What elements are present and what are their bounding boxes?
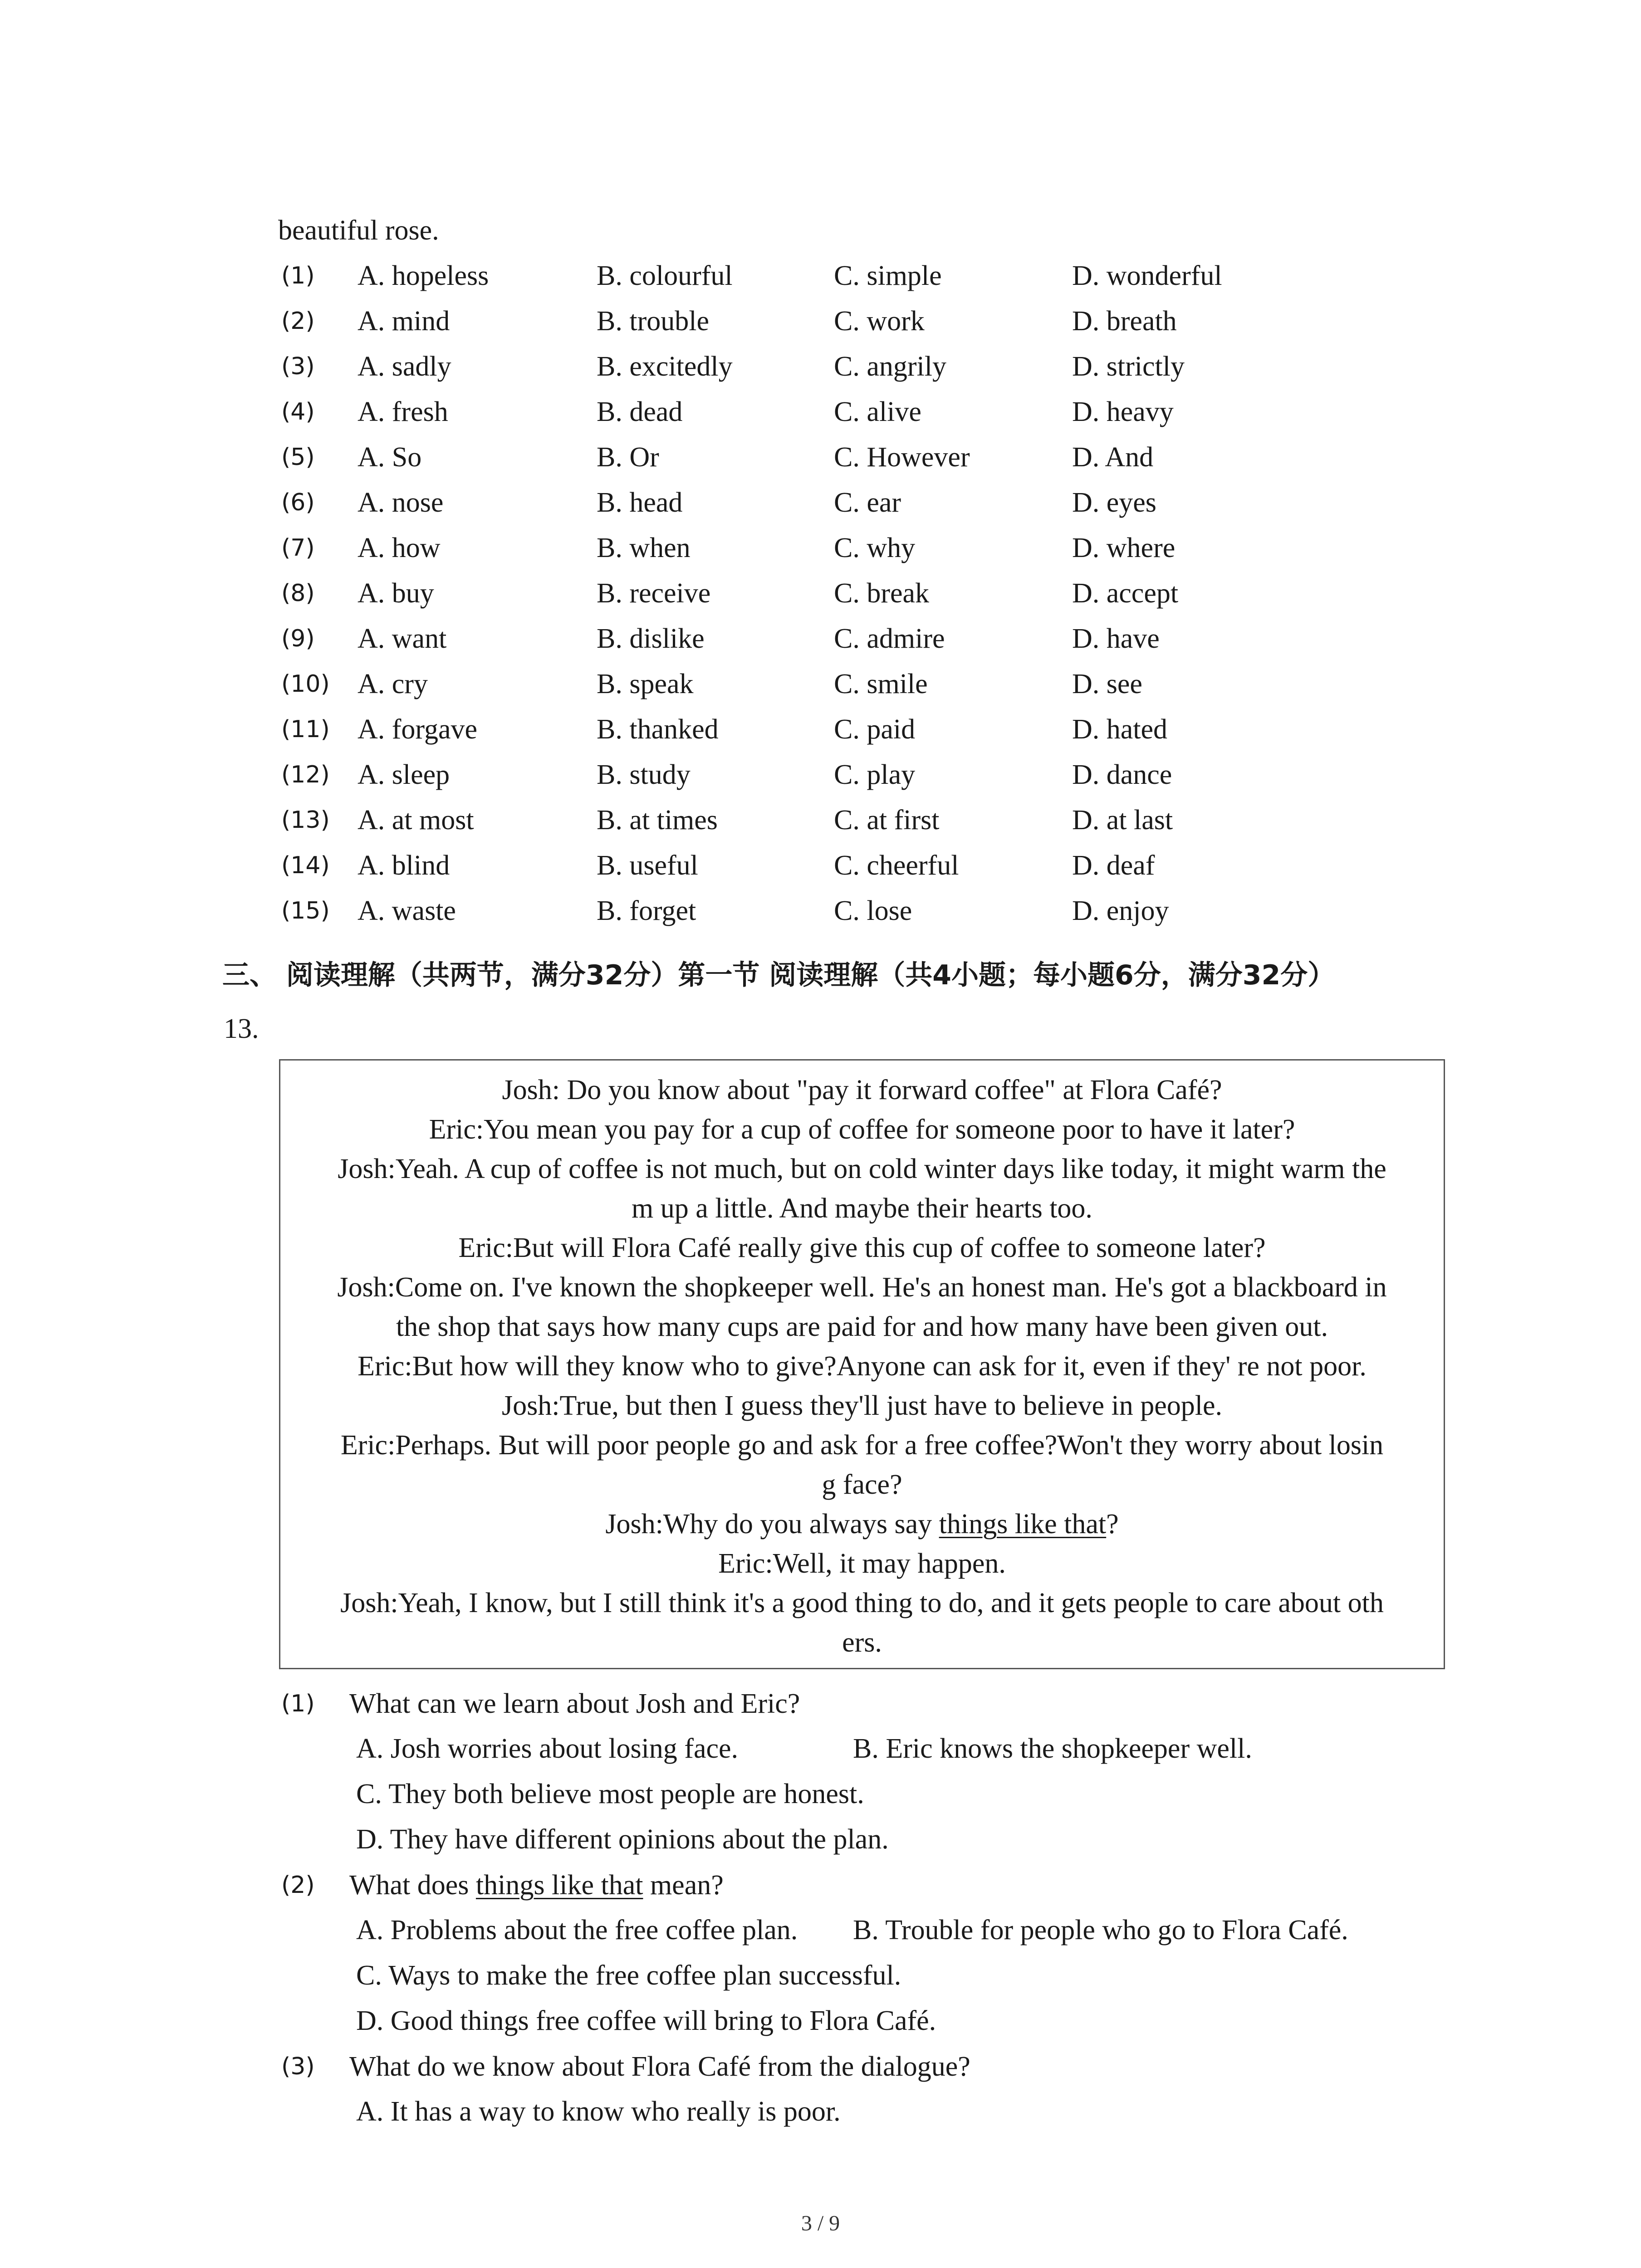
dialogue-line: ers. (842, 1627, 882, 1658)
dialogue-line: Josh:Yeah. A cup of coffee is not much, but on cold winter days like today, it might warm the (338, 1154, 1386, 1184)
option-choice-a[interactable]: A. buy (358, 578, 434, 609)
option-choice-a[interactable]: A. cry (358, 669, 428, 699)
dialogue-line: Eric:Well, it may happen. (718, 1548, 1006, 1579)
option-row (281, 618, 1370, 663)
option-number: (8) (281, 580, 315, 607)
question-text: What do we know about Flora Café from the dialogue? (349, 2051, 970, 2082)
option-choice-a[interactable]: A. nose (358, 487, 444, 518)
question-number-label: (3) (281, 2053, 315, 2080)
dialogue-line: Eric:Perhaps. But will poor people go and ask for a free coffee?Won't they worry about losin (340, 1430, 1384, 1461)
option-choice-b[interactable]: B. forget (597, 895, 696, 926)
answer-option[interactable]: A. Problems about the free coffee plan. (356, 1915, 798, 1945)
question-text: What can we learn about Josh and Eric? (349, 1688, 800, 1719)
answer-option[interactable]: C. Ways to make the free coffee plan successful. (356, 1960, 901, 1991)
option-choice-a[interactable]: A. waste (358, 895, 456, 926)
section-title: 三、 阅读理解（共两节，满分32分）第一节 阅读理解（共4小题；每小题6分，满分32分） (222, 959, 1335, 991)
option-choice-c[interactable]: C. play (834, 759, 916, 790)
dialogue-line: Eric:You mean you pay for a cup of coffee for someone poor to have it later? (429, 1114, 1295, 1145)
option-number: (10) (281, 670, 330, 698)
option-choice-a[interactable]: A. forgave (358, 714, 477, 745)
answer-option[interactable]: A. Josh worries about losing face. (356, 1733, 738, 1764)
option-number: (13) (281, 807, 330, 834)
option-choice-c[interactable]: C. angrily (834, 351, 946, 382)
option-choice-d[interactable]: D. where (1072, 533, 1176, 563)
option-choice-c[interactable]: C. why (834, 533, 916, 563)
option-choice-d[interactable]: D. strictly (1072, 351, 1185, 382)
option-choice-b[interactable]: B. when (597, 533, 691, 563)
option-choice-c[interactable]: C. simple (834, 260, 942, 291)
option-number: (4) (281, 398, 315, 425)
question-3 (281, 2046, 1416, 2091)
option-choice-a[interactable]: A. blind (358, 850, 450, 881)
option-row (281, 754, 1370, 799)
option-choice-c[interactable]: C. ear (834, 487, 901, 518)
option-choice-b[interactable]: B. dislike (597, 623, 705, 654)
dialogue-line: the shop that says how many cups are paid for and how many have been given out. (396, 1311, 1328, 1342)
option-choice-b[interactable]: B. receive (597, 578, 711, 609)
option-choice-b[interactable]: B. study (597, 759, 691, 790)
dialogue-line (289, 1505, 1435, 1544)
answer-option[interactable]: C. They both believe most people are honest. (356, 1779, 864, 1809)
option-choice-b[interactable]: B. at times (597, 805, 718, 836)
option-choice-b[interactable]: B. Or (597, 442, 659, 473)
dialogue-line: Josh:True, but then I guess they'll just have to believe in people. (502, 1390, 1222, 1421)
option-row (281, 300, 1370, 346)
option-choice-a[interactable]: A. mind (358, 306, 450, 337)
answer-option[interactable]: D. They have different opinions about the plan. (356, 1824, 889, 1855)
option-choice-d[interactable]: D. deaf (1072, 850, 1155, 881)
option-row (281, 845, 1370, 890)
option-choice-d[interactable]: D. heavy (1072, 396, 1174, 427)
underlined-phrase: things like that (939, 1509, 1107, 1540)
option-choice-a[interactable]: A. at most (358, 805, 474, 836)
option-choice-c[interactable]: C. alive (834, 396, 921, 427)
dialogue-line: Josh: Do you know about "pay it forward coffee" at Flora Café? (502, 1075, 1222, 1105)
answer-option[interactable]: A. It has a way to know who really is poor. (356, 2096, 841, 2127)
option-choice-d[interactable]: D. enjoy (1072, 895, 1169, 926)
question-number: 13. (224, 1013, 259, 1044)
option-row (281, 346, 1370, 391)
dialogue-line: Eric:But will Flora Café really give this cup of coffee to someone later? (458, 1232, 1266, 1263)
dialogue-line: m up a little. And maybe their hearts too. (632, 1193, 1092, 1224)
answer-option[interactable]: B. Trouble for people who go to Flora Café. (853, 1915, 1348, 1945)
option-choice-a[interactable]: A. fresh (358, 396, 448, 427)
option-choice-d[interactable]: D. And (1072, 442, 1154, 473)
option-choice-a[interactable]: A. sleep (358, 759, 450, 790)
option-choice-d[interactable]: D. have (1072, 623, 1160, 654)
option-choice-b[interactable]: B. colourful (597, 260, 733, 291)
option-choice-c[interactable]: C. break (834, 578, 930, 609)
option-choice-d[interactable]: D. eyes (1072, 487, 1156, 518)
option-choice-a[interactable]: A. want (358, 623, 447, 654)
option-row (281, 890, 1370, 935)
option-number: (11) (281, 716, 330, 743)
dialogue-line: Josh:Come on. I've known the shopkeeper well. He's an honest man. He's got a blackboard in (337, 1272, 1387, 1303)
option-row (281, 436, 1370, 482)
option-choice-b[interactable]: B. head (597, 487, 683, 518)
option-number: (14) (281, 852, 330, 879)
option-row (281, 663, 1370, 709)
option-choice-c[interactable]: C. at first (834, 805, 940, 836)
option-choice-b[interactable]: B. trouble (597, 306, 709, 337)
option-choice-c[interactable]: C. admire (834, 623, 945, 654)
option-row (281, 255, 1370, 300)
option-choice-b[interactable]: B. useful (597, 850, 698, 881)
option-number: (12) (281, 761, 330, 788)
answer-option[interactable]: D. Good things free coffee will bring to Flora Café. (356, 2005, 936, 2036)
option-number: (2) (281, 308, 315, 335)
option-row (281, 391, 1370, 436)
option-number: (3) (281, 353, 315, 380)
option-choice-d[interactable]: D. wonderful (1072, 260, 1222, 291)
option-number: (15) (281, 897, 330, 924)
dialogue-text: Josh:Why do you always say (605, 1509, 939, 1540)
option-choice-c[interactable]: C. work (834, 306, 925, 337)
answer-option[interactable]: B. Eric knows the shopkeeper well. (853, 1733, 1252, 1764)
option-row (281, 527, 1370, 572)
question-number-label: (2) (281, 1872, 315, 1899)
continuation-text: beautiful rose. (278, 215, 439, 246)
option-choice-c[interactable]: C. However (834, 442, 970, 473)
dialogue-box (279, 1059, 1445, 1669)
option-choice-a[interactable]: A. how (358, 533, 441, 563)
dialogue-line: g face? (822, 1469, 902, 1500)
option-choice-d[interactable]: D. hated (1072, 714, 1168, 745)
option-choice-c[interactable]: C. lose (834, 895, 912, 926)
option-choice-c[interactable]: C. cheerful (834, 850, 959, 881)
option-choice-a[interactable]: A. hopeless (358, 260, 489, 291)
option-choice-b[interactable]: B. excitedly (597, 351, 733, 382)
option-choice-c[interactable]: C. paid (834, 714, 916, 745)
option-choice-d[interactable]: D. accept (1072, 578, 1179, 609)
option-choice-c[interactable]: C. smile (834, 669, 928, 699)
option-choice-d[interactable]: D. breath (1072, 306, 1177, 337)
option-number: (6) (281, 489, 315, 516)
option-choice-a[interactable]: A. So (358, 442, 422, 473)
option-choice-b[interactable]: B. speak (597, 669, 694, 699)
option-row (281, 482, 1370, 527)
option-number: (5) (281, 444, 315, 471)
question-2 (281, 1864, 1416, 1910)
option-choice-d[interactable]: D. dance (1072, 759, 1172, 790)
question-text (349, 1867, 724, 1903)
question-text-part: mean? (643, 1870, 724, 1901)
option-row (281, 572, 1370, 618)
question-number-label: (1) (281, 1690, 315, 1717)
option-choice-d[interactable]: D. see (1072, 669, 1142, 699)
option-number: (7) (281, 534, 315, 562)
dialogue-text: ? (1106, 1509, 1119, 1540)
option-choice-d[interactable]: D. at last (1072, 805, 1173, 836)
option-choice-a[interactable]: A. sadly (358, 351, 451, 382)
underlined-phrase: things like that (475, 1870, 643, 1901)
option-number: (1) (281, 262, 315, 289)
option-row (281, 799, 1370, 845)
question-text-part: What does (349, 1870, 476, 1901)
option-number: (9) (281, 625, 315, 652)
question-1 (281, 1683, 1416, 1728)
dialogue-line: Eric:But how will they know who to give?Anyone can ask for it, even if they' re not poor. (358, 1351, 1367, 1382)
option-row (281, 709, 1370, 754)
option-choice-b[interactable]: B. thanked (597, 714, 719, 745)
option-choice-b[interactable]: B. dead (597, 396, 683, 427)
dialogue-line: Josh:Yeah, I know, but I still think it's a good thing to do, and it gets people to care about oth (340, 1588, 1384, 1618)
page-footer: 3 / 9 (801, 2211, 840, 2235)
